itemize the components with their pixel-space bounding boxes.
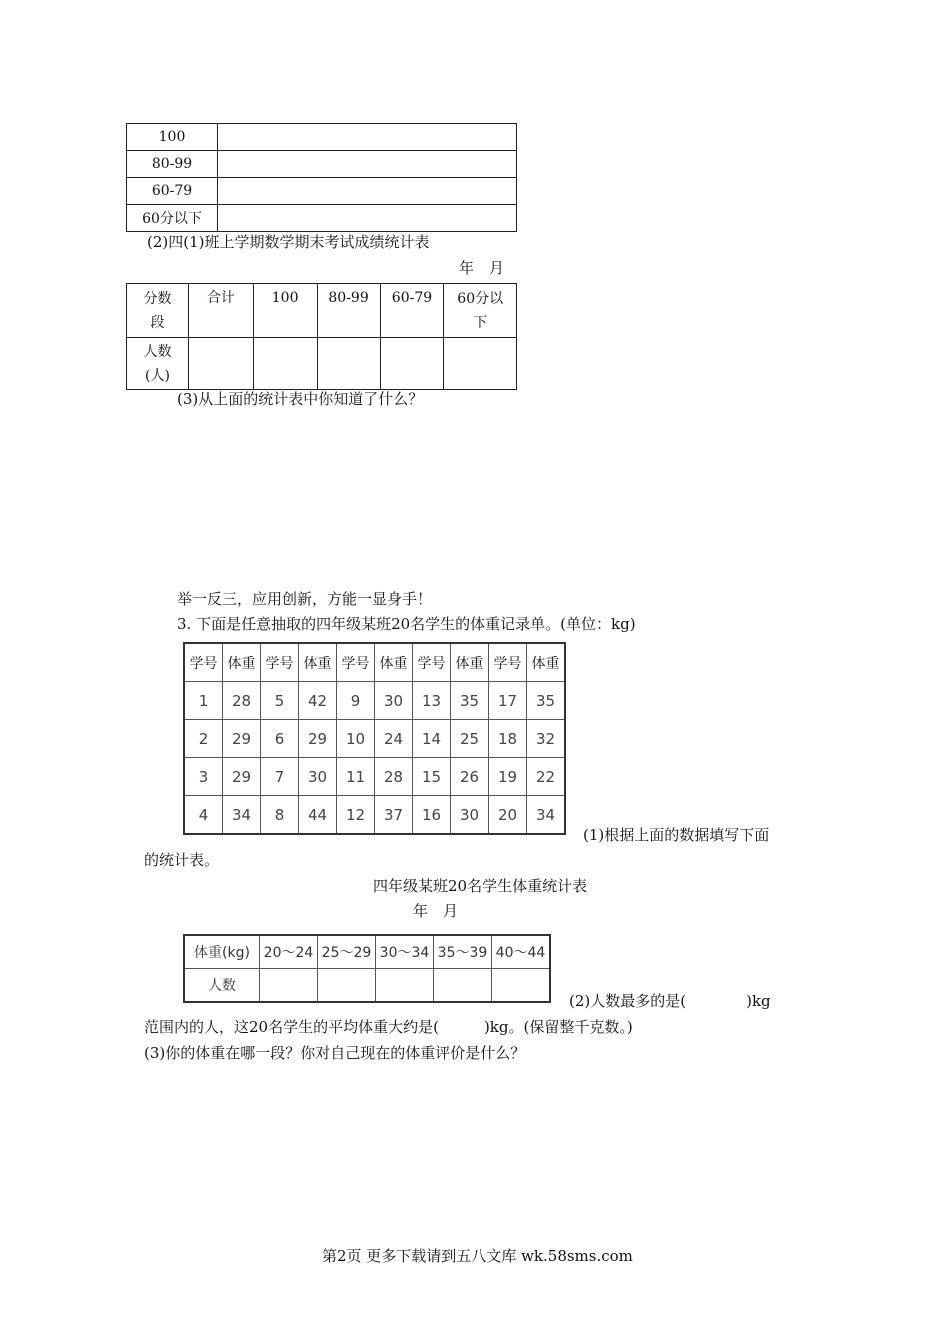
row-label-cell: 人数 — [184, 969, 260, 1003]
blank-cell — [380, 338, 444, 390]
blank-cell — [218, 124, 517, 151]
stats-title: 四年级某班20名学生体重统计表 — [373, 877, 588, 895]
header-cell: 学号 — [413, 643, 451, 682]
table-cell: 12 — [337, 796, 375, 835]
table-cell: 42 — [299, 682, 337, 720]
header-cell: 25～29 — [318, 935, 376, 969]
page-footer: 第2页 更多下载请到五八文库 wk.58sms.com — [322, 1247, 633, 1265]
p1-text-a: (1)根据上面的数据填写下面 — [583, 826, 770, 844]
header-cell: 30～34 — [376, 935, 434, 969]
weight-record-table — [183, 642, 566, 835]
header-cell: 体重 — [223, 643, 261, 682]
header-cell: 35～39 — [434, 935, 492, 969]
q2-title: (2)四(1)班上学期数学期末考试成绩统计表 — [147, 233, 430, 251]
range-label-cell: 60分以下 — [127, 205, 218, 232]
table-cell: 37 — [375, 796, 413, 835]
table-cell: 20 — [489, 796, 527, 835]
blank-cell — [492, 969, 551, 1003]
table-cell: 17 — [489, 682, 527, 720]
blank-cell — [189, 338, 254, 390]
exam-stats-table — [126, 283, 517, 390]
table-cell: 35 — [527, 682, 566, 720]
table-row — [184, 682, 565, 720]
header-cell: 体重(kg) — [184, 935, 260, 969]
score-range-table — [126, 123, 517, 232]
table-header-row — [184, 643, 565, 682]
table-cell: 44 — [299, 796, 337, 835]
header-cell: 20～24 — [260, 935, 318, 969]
table-row — [184, 720, 565, 758]
table-header-row — [184, 935, 550, 969]
table-cell: 28 — [375, 758, 413, 796]
table-cell: 1 — [184, 682, 223, 720]
table-cell: 16 — [413, 796, 451, 835]
table-cell: 29 — [299, 720, 337, 758]
q3-question: (3)从上面的统计表中你知道了什么？ — [177, 390, 424, 408]
blank-cell — [376, 969, 434, 1003]
table-cell: 29 — [223, 720, 261, 758]
header-cell: 学号 — [184, 643, 223, 682]
header-cell — [444, 284, 517, 338]
table-cell: 8 — [261, 796, 299, 835]
table-cell: 6 — [261, 720, 299, 758]
table-row — [184, 796, 565, 835]
header-cell-line: 100 — [271, 290, 299, 306]
p3-question: (3)你的体重在哪一段？你对自己现在的体重评价是什么？ — [144, 1044, 526, 1062]
range-label-cell: 80-99 — [127, 151, 218, 178]
header-cell: 学号 — [489, 643, 527, 682]
p2-text-a: (2)人数最多的是( )kg — [569, 992, 771, 1010]
blank-cell — [317, 338, 380, 390]
table-cell: 3 — [184, 758, 223, 796]
header-cell: 体重 — [527, 643, 566, 682]
header-cell-line: 下 — [473, 314, 488, 331]
blank-cell — [444, 338, 517, 390]
table-cell: 15 — [413, 758, 451, 796]
header-cell — [189, 284, 254, 338]
blank-cell — [218, 151, 517, 178]
table-cell: 30 — [451, 796, 489, 835]
header-cell-line: 段 — [150, 314, 165, 331]
table-cell: 18 — [489, 720, 527, 758]
table-row — [127, 205, 517, 232]
header-cell — [317, 284, 380, 338]
row-label-cell — [127, 338, 189, 390]
table-cell: 14 — [413, 720, 451, 758]
table-cell: 28 — [223, 682, 261, 720]
table-cell: 34 — [527, 796, 566, 835]
table-cell: 26 — [451, 758, 489, 796]
header-cell-line: 分数 — [143, 290, 172, 307]
header-cell-line: 60分以 — [457, 290, 504, 307]
blank-cell — [434, 969, 492, 1003]
table-cell: 13 — [413, 682, 451, 720]
header-cell: 40～44 — [492, 935, 551, 969]
header-cell: 体重 — [299, 643, 337, 682]
stats-date: 年 月 — [413, 902, 459, 920]
header-cell — [127, 284, 189, 338]
table-row — [184, 969, 550, 1003]
table-header-row — [127, 284, 517, 338]
blank-cell — [218, 178, 517, 205]
header-cell-line: 60-79 — [391, 290, 433, 306]
table-cell: 22 — [527, 758, 566, 796]
header-cell: 体重 — [451, 643, 489, 682]
table-cell: 25 — [451, 720, 489, 758]
table-cell: 2 — [184, 720, 223, 758]
range-label-cell: 60-79 — [127, 178, 218, 205]
problem3-text: 3. 下面是任意抽取的四年级某班20名学生的体重记录单。(单位：kg) — [177, 615, 636, 633]
row-label-line: 人数 — [143, 343, 172, 360]
header-cell: 学号 — [261, 643, 299, 682]
range-label-cell: 100 — [127, 124, 218, 151]
table-cell: 5 — [261, 682, 299, 720]
q2-date: 年 月 — [459, 259, 505, 277]
table-cell: 29 — [223, 758, 261, 796]
table-cell: 7 — [261, 758, 299, 796]
table-cell: 11 — [337, 758, 375, 796]
table-row — [127, 178, 517, 205]
weight-stats-table — [183, 934, 551, 1003]
table-cell: 4 — [184, 796, 223, 835]
header-cell — [380, 284, 444, 338]
table-cell: 30 — [299, 758, 337, 796]
table-cell: 19 — [489, 758, 527, 796]
header-cell: 学号 — [337, 643, 375, 682]
table-cell: 24 — [375, 720, 413, 758]
blank-cell — [218, 205, 517, 232]
p2-text-b: 范围内的人，这20名学生的平均体重大约是( )kg。(保留整千克数。) — [144, 1018, 633, 1036]
section-title: 举一反三，应用创新，方能一显身手！ — [177, 590, 433, 608]
blank-cell — [253, 338, 317, 390]
table-cell: 9 — [337, 682, 375, 720]
row-label-line: (人) — [145, 367, 170, 384]
table-row — [184, 758, 565, 796]
p1-text-b: 的统计表。 — [144, 851, 220, 869]
blank-cell — [318, 969, 376, 1003]
table-cell: 32 — [527, 720, 566, 758]
table-cell: 34 — [223, 796, 261, 835]
header-cell: 体重 — [375, 643, 413, 682]
header-cell-line: 合计 — [206, 290, 235, 306]
blank-cell — [260, 969, 318, 1003]
table-row — [127, 338, 517, 390]
table-row — [127, 124, 517, 151]
table-row — [127, 151, 517, 178]
header-cell — [253, 284, 317, 338]
header-cell-line: 80-99 — [328, 290, 369, 306]
table-cell: 35 — [451, 682, 489, 720]
table-cell: 10 — [337, 720, 375, 758]
table-cell: 30 — [375, 682, 413, 720]
